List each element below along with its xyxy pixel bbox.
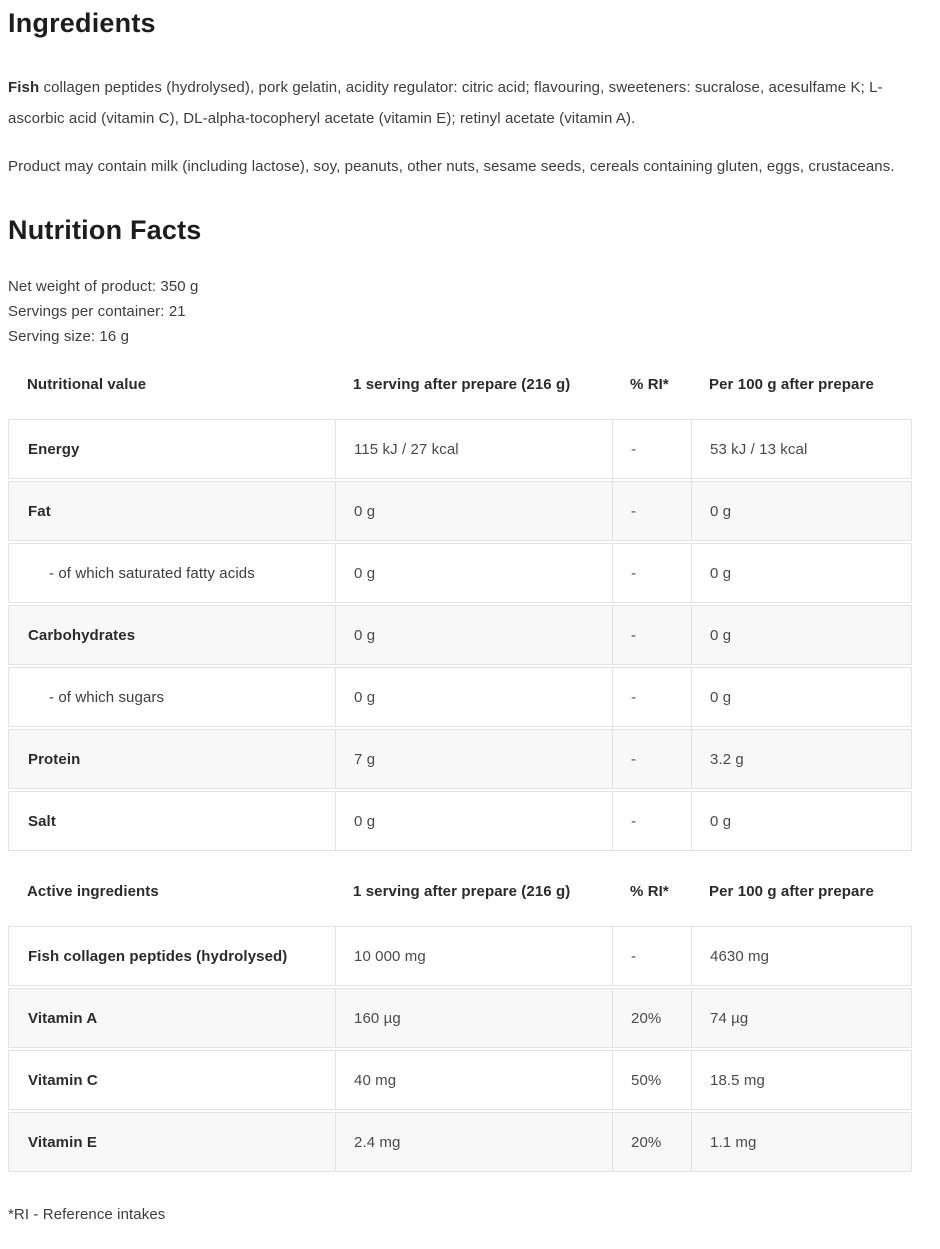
table-row-vitamin-e	[8, 1112, 912, 1172]
reference-intakes-footnote: *RI - Reference intakes	[8, 1206, 166, 1223]
ingredient-label: Vitamin E	[28, 1133, 97, 1151]
nutrient-label: Fat	[28, 502, 51, 520]
allergens-paragraph: Product may contain milk (including lactose), soy, peanuts, other nuts, sesame seeds, cereals containing gluten, eggs, crustaceans.	[8, 158, 895, 175]
ri-value: -	[612, 730, 691, 788]
serving-value: 0 g	[335, 606, 612, 664]
servings-per-container-line: Servings per container: 21	[8, 303, 186, 320]
per-100g-value: 1.1 mg	[691, 1113, 911, 1171]
column-header-ri: % RI*	[630, 883, 669, 900]
per-100g-value: 18.5 mg	[691, 1051, 911, 1109]
serving-value: 0 g	[335, 792, 612, 850]
ri-value: -	[612, 668, 691, 726]
table-row-salt	[8, 791, 912, 851]
per-100g-value: 74 µg	[691, 989, 911, 1047]
ri-value: 50%	[612, 1051, 691, 1109]
nutritional-table-body	[8, 419, 912, 851]
ingredients-paragraph	[8, 72, 912, 134]
serving-value: 7 g	[335, 730, 612, 788]
table-row-vitamin-c	[8, 1050, 912, 1110]
serving-value: 0 g	[335, 482, 612, 540]
ingredients-text: collagen peptides (hydrolysed), pork gelatin, acidity regulator: citric acid; flavouring, sweeteners: sucralose, acesulfame K; L-ascorbic acid (vitamin C), DL-alpha-tocopheryl acetate (vitamin E); retinyl acetate (vitamin A).	[8, 79, 883, 127]
table-row-energy	[8, 419, 912, 479]
serving-value: 115 kJ / 27 kcal	[335, 420, 612, 478]
table-row-fish-collagen	[8, 926, 912, 986]
ingredient-label: Vitamin C	[28, 1071, 98, 1089]
per-100g-value: 3.2 g	[691, 730, 911, 788]
serving-value: 40 mg	[335, 1051, 612, 1109]
ri-value: -	[612, 420, 691, 478]
nutrition-facts-heading: Nutrition Facts	[8, 215, 202, 245]
nutrient-label: Protein	[28, 750, 81, 768]
per-100g-value: 0 g	[691, 668, 911, 726]
nutritional-table-header	[8, 375, 912, 395]
per-100g-value: 4630 mg	[691, 927, 911, 985]
nutrient-label: Salt	[28, 812, 56, 830]
ri-value: -	[612, 792, 691, 850]
column-header-serving: 1 serving after prepare (216 g)	[353, 376, 571, 393]
ingredients-bold-word: Fish	[8, 79, 40, 96]
ri-value: -	[612, 606, 691, 664]
serving-value: 0 g	[335, 668, 612, 726]
active-table-header	[8, 882, 912, 902]
serving-value: 2.4 mg	[335, 1113, 612, 1171]
serving-value: 160 µg	[335, 989, 612, 1047]
nutrient-label: Carbohydrates	[28, 626, 136, 644]
table-row-saturated-fatty-acids	[8, 543, 912, 603]
per-100g-value: 0 g	[691, 606, 911, 664]
serving-value: 10 000 mg	[335, 927, 612, 985]
active-table-body	[8, 926, 912, 1172]
per-100g-value: 0 g	[691, 482, 911, 540]
ri-value: -	[612, 482, 691, 540]
nutrient-label: - of which sugars	[49, 688, 165, 706]
per-100g-value: 0 g	[691, 792, 911, 850]
column-header-per-100g: Per 100 g after prepare	[709, 376, 874, 393]
nutrient-label: - of which saturated fatty acids	[49, 564, 255, 582]
ri-value: -	[612, 927, 691, 985]
per-100g-value: 0 g	[691, 544, 911, 602]
serving-value: 0 g	[335, 544, 612, 602]
ingredients-heading: Ingredients	[8, 8, 156, 38]
column-header-nutritional-value: Nutritional value	[27, 376, 147, 393]
column-header-ri: % RI*	[630, 376, 669, 393]
ri-value: 20%	[612, 1113, 691, 1171]
table-row-sugars	[8, 667, 912, 727]
column-header-active-ingredients: Active ingredients	[27, 883, 159, 900]
table-row-protein	[8, 729, 912, 789]
active-ingredients-table	[8, 882, 912, 1172]
column-header-serving: 1 serving after prepare (216 g)	[353, 883, 571, 900]
net-weight-line: Net weight of product: 350 g	[8, 278, 199, 295]
per-100g-value: 53 kJ / 13 kcal	[691, 420, 911, 478]
table-row-vitamin-a	[8, 988, 912, 1048]
serving-size-line: Serving size: 16 g	[8, 328, 130, 345]
column-header-per-100g: Per 100 g after prepare	[709, 883, 874, 900]
table-row-carbohydrates	[8, 605, 912, 665]
table-row-fat	[8, 481, 912, 541]
ri-value: -	[612, 544, 691, 602]
ri-value: 20%	[612, 989, 691, 1047]
ingredient-label: Vitamin A	[28, 1009, 98, 1027]
nutrient-label: Energy	[28, 440, 80, 458]
nutritional-value-table	[8, 375, 912, 851]
table-spacer	[8, 851, 912, 882]
ingredient-label: Fish collagen peptides (hydrolysed)	[28, 947, 288, 965]
